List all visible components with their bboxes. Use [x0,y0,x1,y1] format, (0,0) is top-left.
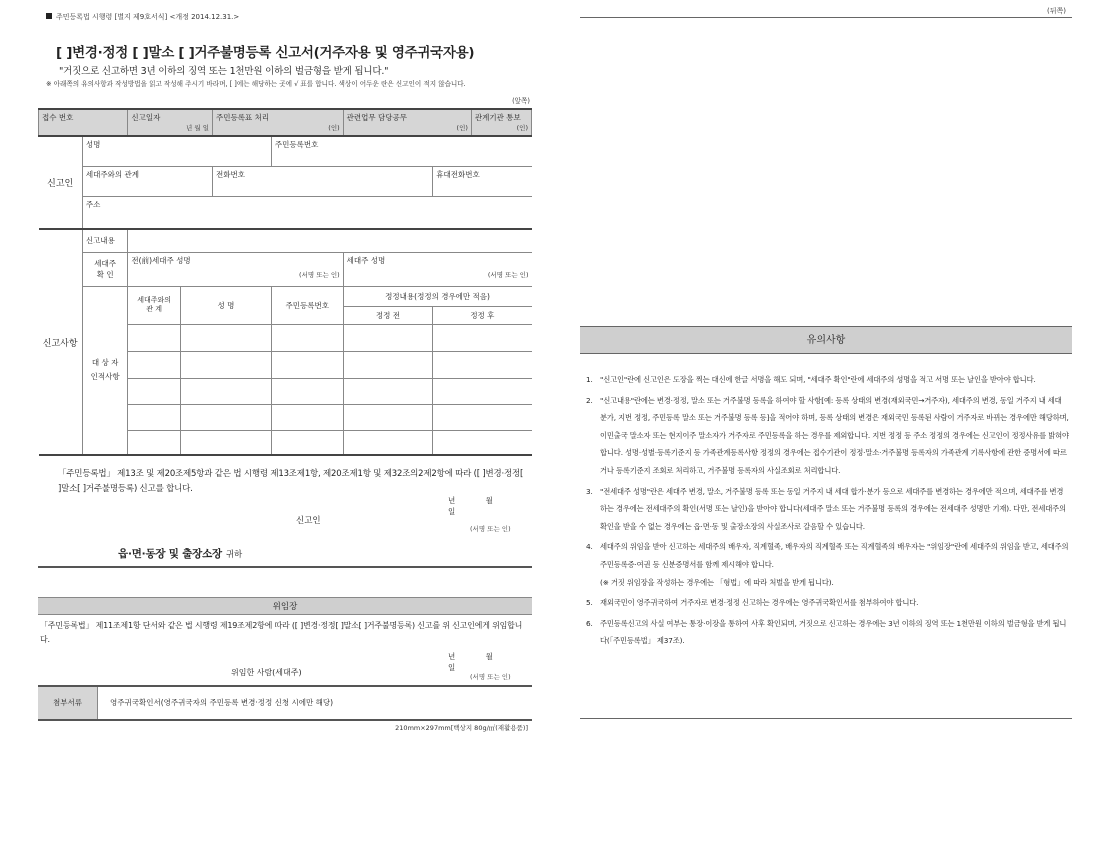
reporter-mobile-field[interactable]: 휴대전화번호 [433,166,532,196]
notice-title-bar: 유의사항 [580,326,1072,354]
report-section-label: 신고사항 [39,229,83,455]
prev-hh-name-field[interactable]: 전(前)세대주 성명 (서명 또는 인) [128,252,343,286]
divider [38,566,532,568]
notice-item: 4. 세대주의 위임을 받아 신고하는 세대주의 배우자, 직계혈족, 배우자의 직계혈족 또는 직계혈족의 배우자는 "위임장"란에 세대주의 위임을 받고, 세대주의 주민등록증·여권 등 신분증명서를 함께 제시해야 합니다. (※ 거짓 위임장을 작성하는 경우에는 「형법」에 따라 처벌을 받게 됩니다). [586,542,1069,587]
reg-processing-cell: 주민등록표 처리 (인) [213,109,344,136]
paper-size: 210mm×297mm[백상지 80g/㎡(재활용품)] [395,724,528,732]
notice-list [586,371,1070,653]
reporter-address-field[interactable]: 주소 [82,196,531,229]
office-use-row [39,109,532,136]
proxy-date: 년 월 일 [448,652,507,672]
delegator-label: 위임한 사람(세대주) [231,668,302,677]
bottom-rule [580,718,1072,719]
col-before-header: 정정 전 [343,306,433,324]
instruction-note: ※ 아래쪽의 유의사항과 작성방법을 읽고 작성해 주시기 바라며, [ ]에는 해당하는 곳에 √ 표를 합니다. 색상이 어두운 란은 신고인이 적지 않습니다. [46,80,466,88]
notice-item: 6. 주민등록신고의 사실 여부는 통장·이장을 통하여 사후 확인되며, 거짓으로 신고하는 경우에는 3년 이하의 징역 또는 1천만원 이하의 벌금형을 받게 됩니다(「주민등록법」 제37조). [586,618,1067,646]
agency-notice-cell: 관계기관 통보 (인) [471,109,531,136]
proxy-title-bar: 위임장 [38,597,532,615]
report-date: 년 월 일 [448,496,507,516]
reporter-sign-note: (서명 또는 인) [470,525,511,533]
col-rrn-header: 주민등록번호 [271,286,343,324]
notice-item: 5. 재외국민이 영주귀국하여 거주자로 변경·정정 신고하는 경우에는 영주귀국확인서를 첨부하여야 합니다. [586,598,919,608]
notice-item: 2. "신고내용"란에는 변경·정정, 말소 또는 거주불명 등록을 하여야 할 사항[예: 등록 상태의 변경(재외국민→거주자), 세대주의 변경, 동일 거주지 내 세대 분가, 지번 정정, 주민등록 말소 또는 거주불명 등록 등]을 적어야 하며, 등록 상태의 변경은 재외국민 등록된 사람이 거주자로 바뀌는 경우에만 해당하며, 이민출국 말소자 또는 현지이주 말소자가 거주자로 주민등록을 하는 경우를 제외합니다. 지번 정정 등 주소 정정의 경우에는 신고인이 정정사유를 밝혀야 합니다. 성명·성별·등록기준지 등 가족관계등록사항 정정의 경우에는 접수기관이 정정·말소·거주불명 등록자의 가족관계 기록사항에 관한 증명서에 따르거나 등록기준지 조회로 처리하고, 거주불명 등록자의 사실조회로 처리합니다. [586,395,1069,475]
proxy-text: 「주민등록법」 제11조제1항 단서와 같은 법 시행령 제19조제2항에 따라 ([ ]변경·정정[ ]말소[ ]거주불명등록) 신고를 위 신고인에게 위임합니다. [40,621,523,644]
col-after-header: 정정 후 [433,306,532,324]
square-bullet-icon [46,13,52,19]
top-rule [580,17,1072,18]
reporter-section-label: 신고인 [39,136,83,229]
reporter-phone-field[interactable]: 전화번호 [213,166,433,196]
report-statement: 「주민등록법」 제13조 및 제20조제5항과 같은 법 시행령 제13조제1항, 제20조제1항 및 제32조의2제2항에 따라 ([ ]변경·정정[ ]말소[ ]거주불명등록) 신고를 합니다. [58,469,524,494]
back-mark: (뒤쪽) [1047,7,1066,15]
delegator-sign-note: (서명 또는 인) [470,673,511,681]
reporter-name-field[interactable]: 성명 [82,136,271,166]
hh-confirm-label: 세대주 확 인 [82,252,128,286]
report-content-label: 신고내용 [82,229,128,252]
back-page [580,0,1072,858]
front-mark: (앞쪽) [512,97,530,105]
hh-name-field[interactable]: 세대주 성명 (서명 또는 인) [343,252,531,286]
report-date-cell: 신고일자 년 월 일 [128,109,213,136]
form-title: [ ]변경·정정 [ ]말소 [ ]거주불명등록 신고서(거주자용 및 영주귀국자용) [56,45,475,61]
false-report-warning: "거짓으로 신고하면 3년 이하의 징역 또는 1천만원 이하의 벌금형을 받게 됩니다." [59,66,389,77]
duty-officer-cell: 관련업무 담당공무 (인) [343,109,471,136]
form-header: 주민등록법 시행령 [별지 제9호서식] <개정 2014.12.31.> [46,12,239,22]
notice-item: 1. "신고인"란에 신고인은 도장을 찍는 대신에 한글 서명을 해도 되며, "세대주 확인"란에 세대주의 성명을 적고 서명 또는 날인을 받아야 합니다. [586,375,1036,384]
reporter-relation-field[interactable]: 세대주와의 관계 [82,166,212,196]
report-form-table [38,108,532,456]
reporter-rrn-field[interactable]: 주민등록번호 [271,136,531,166]
reporter-sign-label: 신고인 [296,516,321,526]
receipt-no-cell: 접수 번호 [39,109,128,136]
addressee: 읍·면·동장 및 출장소장 귀하 [118,548,243,560]
attachment-label: 첨부서류 [38,687,98,719]
col-name-header: 성 명 [180,286,271,324]
attachment-row [38,685,532,721]
target-person-label: 대 상 자 인적사항 [82,286,128,455]
attachment-text: 영주귀국확인서(영주귀국자의 주민등록 변경·정정 신청 시에만 해당) [110,698,334,707]
col-correction-header: 정정내용(정정의 경우에만 적음) [343,286,531,306]
report-content-field[interactable] [128,229,532,252]
col-relation-header: 세대주와의 관 계 [128,286,180,324]
notice-item: 3. "전세대주 성명"란은 세대주 변경, 말소, 거주불명 등록 또는 동일 거주지 내 세대 합가·분가 등으로 세대주를 변경하는 경우에만 적으며, 세대주를 변경하는 경우에는 전세대주의 확인(서명 또는 날인)을 받아야 합니다(세대주 말소 또는 거주불명 등록의 경우에는 전세대주 성명만 기재). 다만, 전세대주의 확인을 받을 수 없는 경우에는 읍·면·동 및 출장소장의 사실조사로 갈음할 수 있습니다. [586,486,1066,531]
